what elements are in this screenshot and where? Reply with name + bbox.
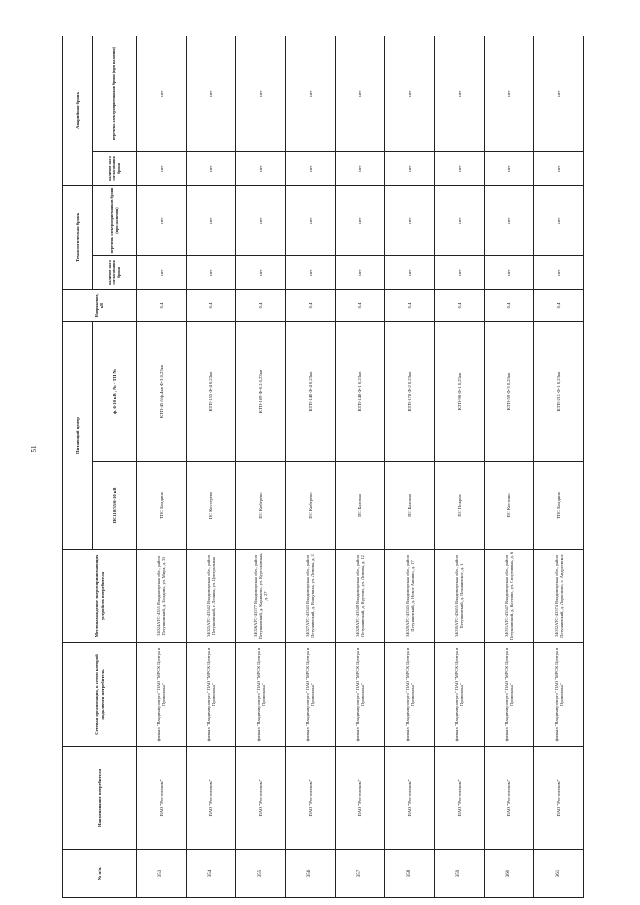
cell-substation: ТПС Болдино (534, 462, 584, 550)
cell-substation: ПС Киберево (236, 462, 286, 550)
cell-voltage: 0,4 (534, 290, 584, 322)
cell-location: 34028АТС-43548 Владимирская обл., район Петушинский, д. Крутово, ул. Ленина, д. 12 (335, 550, 385, 643)
cell-consumer: ПАО "Ростелеком" (285, 747, 335, 850)
cell-tech-list: нет (534, 186, 584, 256)
cell-consumer: ПАО "Ростелеком" (534, 747, 584, 850)
cell-location: 34029АТС-43545 Владимирская обл., район Петушинский, д. Новое Аннино, д. 17 (385, 550, 435, 643)
header-location: Местонахождение энергопринимающих устройств потребителя (63, 550, 137, 643)
cell-emerg-list: нет (186, 36, 236, 152)
cell-substation: ПС Костино (484, 462, 534, 550)
header-emerg-list: перечень электроприемников брони (при наличии) (93, 36, 137, 152)
header-emerg-act: наличие акта согласования брони (93, 152, 137, 186)
cell-consumer: ПАО "Ростелеком" (385, 747, 435, 850)
cell-tp: КТП-98 Ф-1 0,23кв (434, 322, 484, 462)
cell-substation: ТПС Болдино (137, 462, 187, 550)
cell-org: филиал "Владимирэнерго" ПАО "МРСК Центра и Приволжья" (335, 643, 385, 747)
cell-tp: КТП-148 Ф-1 0,23кв (335, 322, 385, 462)
header-tech-bron: Технологическая бронь (63, 186, 93, 290)
cell-emerg-list: нет (236, 36, 286, 152)
cell-tech-act: нет (285, 256, 335, 290)
cell-num: 353 (137, 850, 187, 898)
cell-voltage: 0,4 (236, 290, 286, 322)
cell-emerg-act: нет (534, 152, 584, 186)
cell-tech-list: нет (186, 186, 236, 256)
table-row (236, 36, 286, 898)
cell-tp: КТП-155 Ф-4 0,23кв (186, 322, 236, 462)
cell-num: 354 (186, 850, 236, 898)
cell-emerg-list: нет (434, 36, 484, 152)
cell-tp: КТП-178 Ф-2 0,23кв (385, 322, 435, 462)
cell-num: 358 (385, 850, 435, 898)
cell-num: 355 (236, 850, 286, 898)
header-network-org: Сетевая организация, к сетям которой подключен потребитель (63, 643, 137, 747)
cell-tech-list: нет (335, 186, 385, 256)
cell-emerg-list: нет (285, 36, 335, 152)
table-header-row (63, 36, 93, 898)
cell-tp: КТП-140 Ф-4 0,23кв (285, 322, 335, 462)
cell-location: 34024АТС-4355 Владимирская обл., район Петушинский, д. Болдино, ул. Мира, д. 35 (137, 550, 187, 643)
cell-tech-act: нет (534, 256, 584, 290)
cell-tp: КТП-59 Ф-3 0,23кв (484, 322, 534, 462)
cell-emerg-act: нет (385, 152, 435, 186)
table-row (434, 36, 484, 898)
table-row (484, 36, 534, 898)
rotated-table-frame (62, 36, 584, 898)
cell-voltage: 0,4 (335, 290, 385, 322)
cell-num: 356 (285, 850, 335, 898)
cell-tp: КТП-45 б/ф,4кв Ф-3 0,23кв (137, 322, 187, 462)
cell-org: филиал "Владимирэнерго" ПАО "МРСК Центра и Приволжья" (484, 643, 534, 747)
cell-emerg-act: нет (137, 152, 187, 186)
cell-num: 361 (534, 850, 584, 898)
cell-substation: ПС Покров (434, 462, 484, 550)
cell-tech-act: нет (434, 256, 484, 290)
cell-voltage: 0,4 (137, 290, 187, 322)
cell-org: филиал "Владимирэнерго" ПАО "МРСК Центра и Приволжья" (434, 643, 484, 747)
cell-voltage: 0,4 (484, 290, 534, 322)
cell-substation: ПС Костерево (186, 462, 236, 550)
cell-tech-list: нет (385, 186, 435, 256)
cell-location: 34031АТС-43547 Владимирская обл., район Петушинский, д. Костино, ул. Спортивная, д. 6 (484, 550, 534, 643)
table-row (285, 36, 335, 898)
table-row (137, 36, 187, 898)
cell-consumer: ПАО "Ростелеком" (236, 747, 286, 850)
cell-emerg-act: нет (236, 152, 286, 186)
cell-tp: КТП-169 Ф-0.2 0,23кв (236, 322, 286, 462)
cell-emerg-list: нет (385, 36, 435, 152)
table-row (335, 36, 385, 898)
header-tech-act: наличие акта согласования брони (93, 256, 137, 290)
header-emerg-bron: Аварийная бронь (63, 36, 93, 186)
cell-emerg-act: нет (335, 152, 385, 186)
cell-consumer: ПАО "Ростелеком" (335, 747, 385, 850)
cell-emerg-list: нет (137, 36, 187, 152)
cell-tech-act: нет (484, 256, 534, 290)
cell-num: 359 (434, 850, 484, 898)
cell-num: 360 (484, 850, 534, 898)
cell-substation: ПС Киберево (285, 462, 335, 550)
cell-consumer: ПАО "Ростелеком" (434, 747, 484, 850)
cell-tech-act: нет (137, 256, 187, 290)
header-num: № п/п. (63, 850, 137, 898)
consumers-table (62, 36, 584, 898)
cell-location: 34032АТС-43574 Владимирская обл., район Петушинский, д. Ларионово, с. Андреевское (534, 550, 584, 643)
cell-voltage: 0,4 (186, 290, 236, 322)
cell-emerg-list: нет (534, 36, 584, 152)
cell-tech-list: нет (285, 186, 335, 256)
cell-emerg-act: нет (434, 152, 484, 186)
cell-org: филиал "Владимирэнерго" ПАО "МРСК Центра и Приволжья" (137, 643, 187, 747)
cell-voltage: 0,4 (385, 290, 435, 322)
cell-substation: ПС Базовая (385, 462, 435, 550)
cell-emerg-act: нет (484, 152, 534, 186)
cell-tech-act: нет (236, 256, 286, 290)
cell-tech-list: нет (484, 186, 534, 256)
table-row (534, 36, 584, 898)
header-feeding-tp: ф. 6-10 кВ , № - ТП № (93, 322, 137, 462)
header-tech-list: перечень электроприемников брони (при наличии) (93, 186, 137, 256)
cell-org: филиал "Владимирэнерго" ПАО "МРСК Центра и Приволжья" (186, 643, 236, 747)
cell-org: филиал "Владимирэнерго" ПАО "МРСК Центра и Приволжья" (385, 643, 435, 747)
cell-location: 34025АТС-43542 Владимирская обл., район Петушинский, г. Ленина, ул. Центральная (186, 550, 236, 643)
cell-tech-act: нет (385, 256, 435, 290)
cell-org: филиал "Владимирэнерго" ПАО "МРСК Центра и Приволжья" (236, 643, 286, 747)
cell-org: филиал "Владимирэнерго" ПАО "МРСК Центра и Приволжья" (534, 643, 584, 747)
cell-emerg-list: нет (335, 36, 385, 152)
cell-tp: КТП-211 Ф-1 0,23кв (534, 322, 584, 462)
cell-location: 34026АТС-43577 Владимирская обл., район Петушинский, д. Караваево, ул. Курголовская, д. 27 (236, 550, 286, 643)
cell-emerg-act: нет (186, 152, 236, 186)
header-consumer-name: Наименование потребителя (63, 747, 137, 850)
cell-tech-act: нет (186, 256, 236, 290)
cell-tech-list: нет (137, 186, 187, 256)
cell-voltage: 0,4 (434, 290, 484, 322)
page-number: 51 (30, 445, 38, 453)
cell-location: 34027АТС-43543 Владимирская обл., район Петушинский, д. Вощупиха, ул. Ленина, д. 2 (285, 550, 335, 643)
cell-consumer: ПАО "Ростелеком" (484, 747, 534, 850)
table-row (186, 36, 236, 898)
header-feeding-center: Питающий центр (63, 322, 93, 550)
cell-consumer: ПАО "Ростелеком" (186, 747, 236, 850)
header-feeding-substation: ПС110/35/6-10 кВ (93, 462, 137, 550)
cell-emerg-list: нет (484, 36, 534, 152)
cell-num: 357 (335, 850, 385, 898)
table-container (62, 36, 584, 898)
cell-voltage: 0,4 (285, 290, 335, 322)
cell-tech-list: нет (434, 186, 484, 256)
cell-emerg-act: нет (285, 152, 335, 186)
cell-location: 34030АТС-43655 Владимирская обл., район Петушинский, д. Пекшинское, д. 1 (434, 550, 484, 643)
cell-tech-act: нет (335, 256, 385, 290)
cell-consumer: ПАО "Ростелеком" (137, 747, 187, 850)
cell-org: филиал "Владимирэнерго" ПАО "МРСК Центра и Приволжья" (285, 643, 335, 747)
cell-substation: ПС Базовая (335, 462, 385, 550)
header-voltage: Напряжение, кВ (63, 290, 137, 322)
table-row (385, 36, 435, 898)
cell-tech-list: нет (236, 186, 286, 256)
